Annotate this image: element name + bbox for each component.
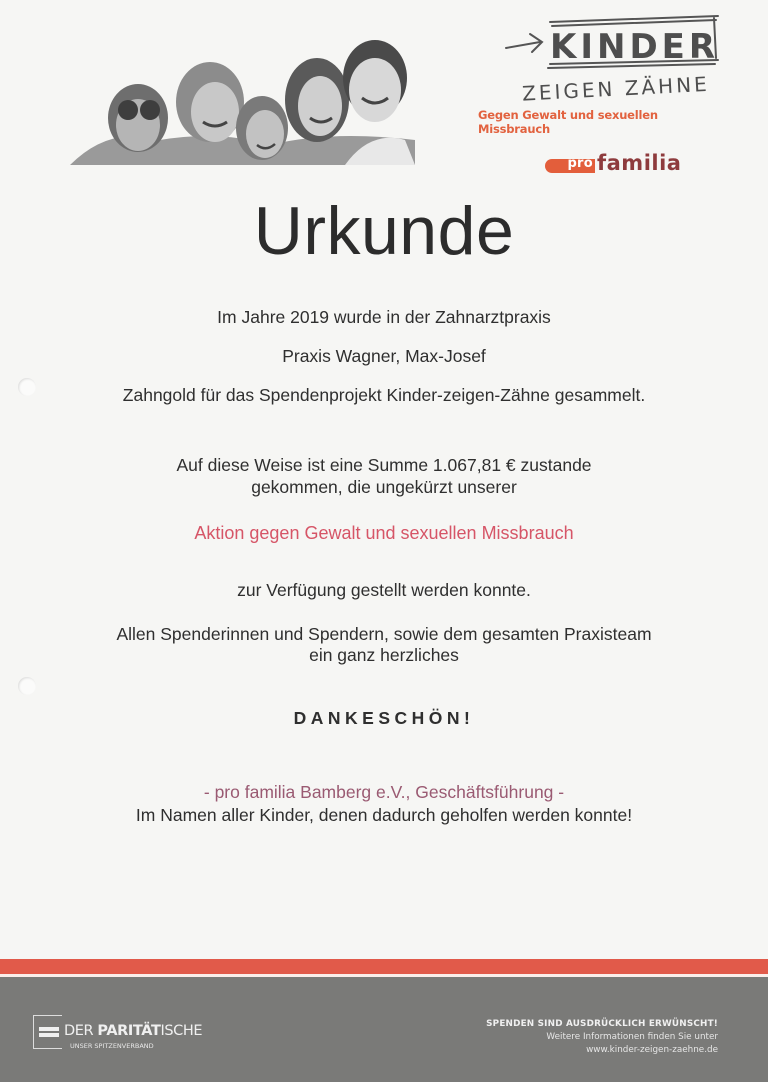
amount-line-1: Auf diese Weise ist eine Summe 1.067,81 € zustande xyxy=(176,455,592,475)
thank-you-heading: DANKESCHÖN! xyxy=(293,708,475,728)
pro-familia-logo xyxy=(545,150,681,176)
punch-hole-bottom xyxy=(18,677,36,695)
more-info-text: Weitere Informationen finden Sie unter xyxy=(546,1032,718,1042)
pro-familia-familia: familia xyxy=(597,151,682,175)
practice-name: Praxis Wagner, Max-Josef xyxy=(282,346,486,366)
paritaetische-subtitle: UNSER SPITZENVERBAND xyxy=(70,1042,154,1050)
paritaetische-frame xyxy=(33,1015,62,1049)
logo-tagline: Gegen Gewalt und sexuellen Missbrauch xyxy=(478,108,658,136)
paritaetische-name-der: DER xyxy=(64,1023,98,1039)
paritaetische-name-suffix: ISCHE xyxy=(160,1023,203,1039)
collection-line: Zahngold für das Spendenprojekt Kinder-zeigen-Zähne gesammelt. xyxy=(122,385,646,405)
pro-familia-pill xyxy=(545,155,595,173)
thanks-line-1: Allen Spenderinnen und Spendern, sowie dem gesamten Praxisteam xyxy=(116,624,652,644)
thanks-line-2: ein ganz herzliches xyxy=(309,645,459,665)
pro-familia-pro: pro xyxy=(567,155,593,171)
der-paritaetische-logo xyxy=(30,1015,210,1051)
equals-icon xyxy=(39,1027,59,1031)
amount-line-2: gekommen, die ungekürzt unserer xyxy=(251,477,517,497)
availability-line: zur Verfügung gestellt werden konnte. xyxy=(237,580,531,600)
campaign-name: Aktion gegen Gewalt und sexuellen Missbrauch xyxy=(194,523,574,543)
footer-donation-info xyxy=(486,1019,718,1055)
kinder-zeigen-zaehne-logo xyxy=(500,8,730,103)
signature-line: - pro familia Bamberg e.V., Geschäftsführung - xyxy=(203,782,565,802)
website-link[interactable]: www.kinder-zeigen-zaehne.de xyxy=(586,1045,718,1055)
paritaetische-name-bold: PARITÄT xyxy=(97,1023,161,1039)
donation-cta: SPENDEN SIND AUSDRÜCKLICH ERWÜNSCHT! xyxy=(486,1019,718,1029)
intro-line: Im Jahre 2019 wurde in der Zahnarztpraxis xyxy=(217,307,551,327)
children-photo xyxy=(70,30,415,165)
logo-line-zeigen-zaehne: ZEIGEN ZÄHNE xyxy=(521,71,711,103)
equals-icon-bar xyxy=(39,1033,59,1037)
certificate-title: Urkunde xyxy=(253,193,515,269)
arrow-right-icon xyxy=(506,42,540,48)
logo-line-kinder: KINDER xyxy=(550,27,720,67)
footer-red-stripe xyxy=(0,959,768,974)
paritaetische-name xyxy=(64,1023,202,1039)
closing-line: Im Namen aller Kinder, denen dadurch geholfen werden konnte! xyxy=(135,805,633,825)
